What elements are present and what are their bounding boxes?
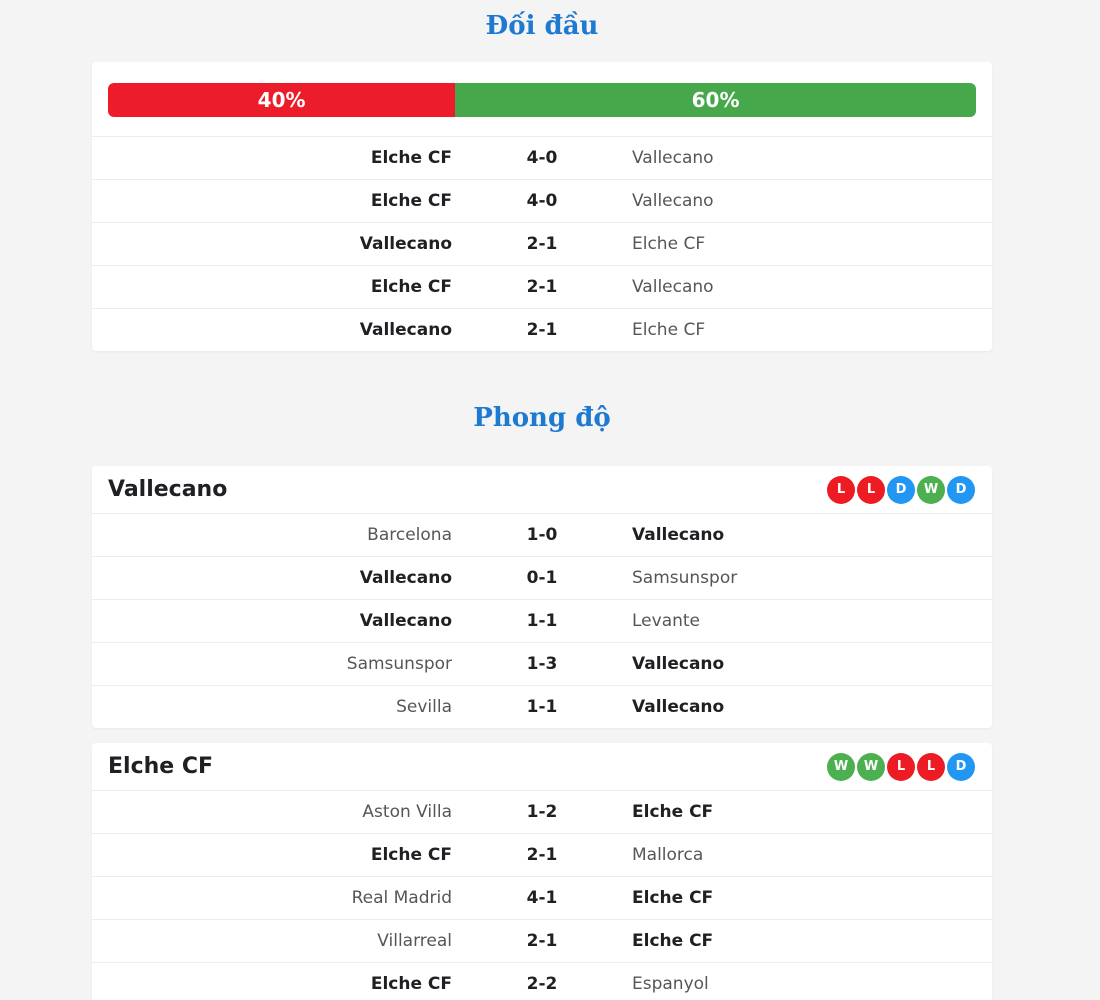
- form-badge-loss-icon: L: [917, 753, 945, 781]
- away-team: Vallecano: [632, 697, 725, 717]
- away-team: Elche CF: [632, 931, 714, 951]
- match-score: 2-1: [526, 931, 558, 951]
- form-badge-loss-icon: L: [827, 476, 855, 504]
- match-row: [92, 790, 992, 833]
- form-badge-draw-icon: D: [947, 753, 975, 781]
- head-to-head-card: [92, 62, 992, 351]
- match-row: [92, 876, 992, 919]
- match-stats-page: [92, 0, 992, 1000]
- away-team: Vallecano: [632, 525, 725, 545]
- match-row: [92, 962, 992, 1000]
- away-team: Vallecano: [632, 148, 714, 168]
- away-team: Vallecano: [632, 191, 714, 211]
- match-score: 2-1: [526, 234, 558, 254]
- home-team: Vallecano: [359, 568, 452, 588]
- away-team: Espanyol: [632, 974, 709, 994]
- away-team: Samsunspor: [632, 568, 738, 588]
- match-row: [92, 513, 992, 556]
- home-team: Elche CF: [370, 277, 452, 297]
- match-score: 2-1: [526, 277, 558, 297]
- home-team: Elche CF: [370, 148, 452, 168]
- match-score: 1-0: [526, 525, 558, 545]
- away-team: Elche CF: [632, 802, 714, 822]
- match-row: [92, 136, 992, 179]
- away-team: Elche CF: [632, 320, 706, 340]
- match-row: [92, 222, 992, 265]
- form-badge-win-icon: W: [857, 753, 885, 781]
- team-form-card: [92, 466, 992, 728]
- team-name: Vallecano: [108, 477, 228, 502]
- match-row: [92, 265, 992, 308]
- match-row: [92, 556, 992, 599]
- team-match-list: [92, 513, 992, 728]
- team-form-header: [92, 743, 992, 790]
- match-row: [92, 919, 992, 962]
- match-row: [92, 685, 992, 728]
- match-score: 1-1: [526, 611, 558, 631]
- away-team: Elche CF: [632, 234, 706, 254]
- form-badge-draw-icon: D: [887, 476, 915, 504]
- h2h-match-list: [92, 136, 992, 351]
- away-team: Elche CF: [632, 888, 714, 908]
- match-row: [92, 179, 992, 222]
- head-to-head-title: Đối đầu: [485, 11, 599, 41]
- match-score: 2-1: [526, 320, 558, 340]
- match-score: 4-0: [526, 148, 558, 168]
- team-form-card: [92, 743, 992, 1000]
- form-sections: [92, 466, 992, 1000]
- home-team: Villarreal: [377, 931, 452, 951]
- team-form-header: [92, 466, 992, 513]
- home-team: Vallecano: [359, 234, 452, 254]
- match-score: 2-1: [526, 845, 558, 865]
- match-score: 1-2: [526, 802, 558, 822]
- away-team: Mallorca: [632, 845, 704, 865]
- form-badges: [827, 476, 975, 504]
- match-row: [92, 308, 992, 351]
- away-team: Vallecano: [632, 277, 714, 297]
- home-team: Barcelona: [367, 525, 452, 545]
- team-name: Elche CF: [108, 754, 214, 779]
- team-match-list: [92, 790, 992, 1000]
- match-score: 1-1: [526, 697, 558, 717]
- match-score: 2-2: [526, 974, 558, 994]
- home-team: Vallecano: [359, 320, 452, 340]
- home-team: Samsunspor: [346, 654, 452, 674]
- form-badge-win-icon: W: [917, 476, 945, 504]
- h2h-percentage-bar: [108, 62, 976, 136]
- match-score: 4-1: [526, 888, 558, 908]
- away-team: Vallecano: [632, 654, 725, 674]
- home-team: Aston Villa: [362, 802, 452, 822]
- form-title: Phong độ: [473, 403, 611, 433]
- home-team: Elche CF: [370, 845, 452, 865]
- form-badge-win-icon: W: [827, 753, 855, 781]
- match-score: 0-1: [526, 568, 558, 588]
- match-row: [92, 642, 992, 685]
- form-badge-loss-icon: L: [857, 476, 885, 504]
- home-team: Elche CF: [370, 974, 452, 994]
- away-team: Levante: [632, 611, 701, 631]
- home-team: Sevilla: [396, 697, 452, 717]
- h2h-bar-left-segment: 40%: [108, 83, 455, 117]
- match-score: 4-0: [526, 191, 558, 211]
- match-row: [92, 599, 992, 642]
- form-badge-draw-icon: D: [947, 476, 975, 504]
- form-badge-loss-icon: L: [887, 753, 915, 781]
- match-score: 1-3: [526, 654, 558, 674]
- home-team: Elche CF: [370, 191, 452, 211]
- form-badges: [827, 753, 975, 781]
- home-team: Vallecano: [359, 611, 452, 631]
- home-team: Real Madrid: [351, 888, 452, 908]
- match-row: [92, 833, 992, 876]
- h2h-bar-right-segment: 60%: [455, 83, 976, 117]
